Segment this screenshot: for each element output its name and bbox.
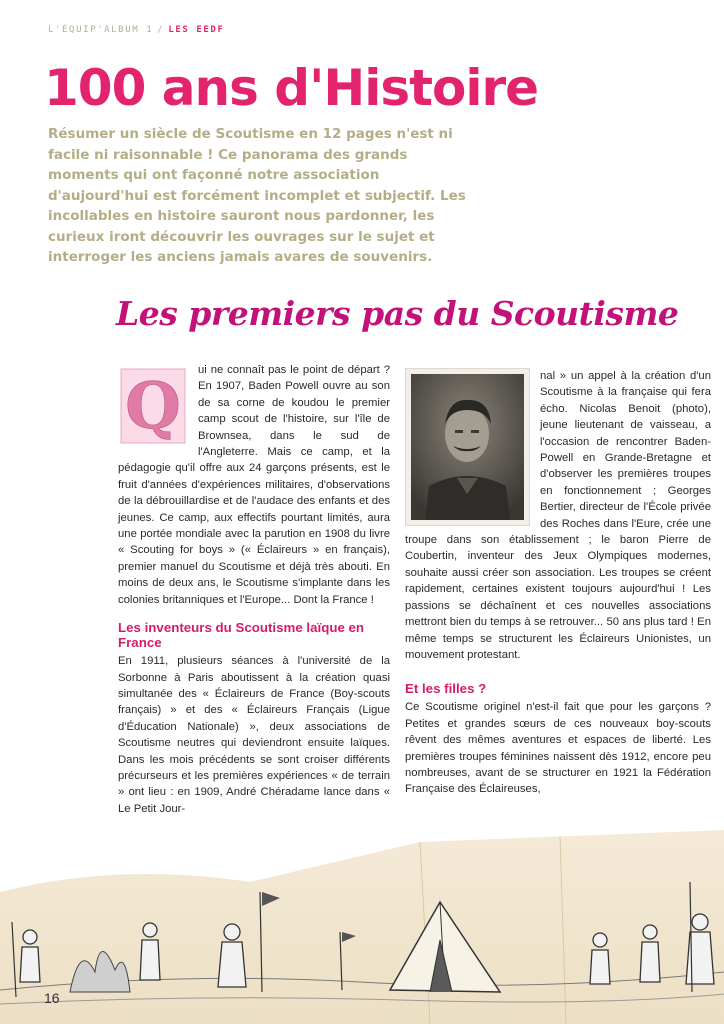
subheading-inventors: Les inventeurs du Scoutisme laïque en France [118, 620, 365, 651]
page-title: 100 ans d'Histoire [44, 59, 539, 117]
dropcap-q [118, 366, 188, 446]
inventors-paragraph: En 1911, plusieurs séances à l'université de la Sorbonne à Paris aboutissent à la création quasi simultanée des « Éclaireurs de France (Boy-scouts français) » et des « Éclaireurs Français (Ligue d'Éducation Nationale) », deux associations de Scoutisme neutres qui deviendront ensuite laïques. Dans les mois précédents se sont croiser différents précurseurs et les premières expériences « de terrain » ont lieu : en 1909, André Chéradame lance dans « Le Petit Jour- [118, 655, 390, 815]
dropcap-letter: Q [125, 369, 181, 444]
header-album-label: L'ÉQUIP'ALBUM 1 [48, 25, 154, 35]
page-number: 16 [44, 990, 60, 1006]
section-title: Les premiers pas du Scoutisme [116, 294, 679, 333]
running-header [48, 25, 224, 35]
right-column [405, 362, 711, 798]
intro-text-paragraph: ui ne connaît pas le point de départ ? En 1907, Baden Powell ouvre au son de sa corne de koudou le premier camp scout de l'histoire, sur l'île de Brownsea, dans le sud de l'Angleterre. Mais ce camp, et la pédagogie qu'il offre aux 24 garçons présents, est le fruit d'années d'expériences militaires, d'observations de la débrouillardise et de l'audace des enfants et des jeunes. Ce camp, aux effectifs pourtant limités, aura une portée mondiale avec la parution en 1908 du livre « Scouting for boys » (« Éclaireurs » en français), premier manuel du Scoutisme et déjà très abouti. En moins de deux ans, le Scoutisme s'implante dans les colonies britanniques et l'Europe... Dont la France ! [118, 364, 390, 606]
subheading-girls: Et les filles ? [405, 681, 487, 697]
history-paragraph: nal » un appel à la création d'un Scoutisme à la française qui fera écho. Nicolas Benoit (photo), jeune lieutenant de vaisseau, a l'occasion de rencontrer Baden-Powell en Grande-Bretagne et d'observer les premières troupes en fonctionnement ; Georges Bertier, directeur de l'École privée des Roches dans l'Eure, crée une troupe dans son établissement ; le baron Pierre de Coubertin, inventeur des Jeux Olympiques modernes, souhaite aussi créer son association. Les troupes se créent rapidement, certaines existent toujours aujourd'hui ! Les passions se déchaînent et ces nouvelles associations mettront bien du temps à se retrouver... 50 ans plus tard ! En même temps se structurent les Éclaireurs Unionistes, un mouvement protestant. [405, 370, 711, 661]
left-column [118, 362, 390, 817]
portrait-photo [405, 368, 530, 526]
header-section-label: LES EEDF [168, 25, 225, 35]
intro-paragraph: Résumer un siècle de Scoutisme en 12 pages n'est ni facile ni raisonnable ! Ce panorama des grands moments qui ont façonné notre association d'aujourd'hui est forcément incomplet et subjectif. Les incollables en histoire sauront nous pardonner, les curieux iront découvrir les ouvrages sur le sujet et interroger les anciens jamais avares de souvenirs. [48, 126, 466, 265]
header-separator: / [157, 25, 165, 35]
girls-paragraph: Ce Scoutisme originel n'est-il fait que pour les garçons ? Petites et grandes sœurs de ces nouveaux boy-scouts rêvent des mêmes aventures et espaces de liberté. Les premières troupes féminines naissent dès 1912, encore peu nombreuses, avant de se structurer en 1921 la Fédération Française des Éclaireuses, [405, 701, 711, 796]
scout-camp-illustration [0, 822, 724, 1024]
